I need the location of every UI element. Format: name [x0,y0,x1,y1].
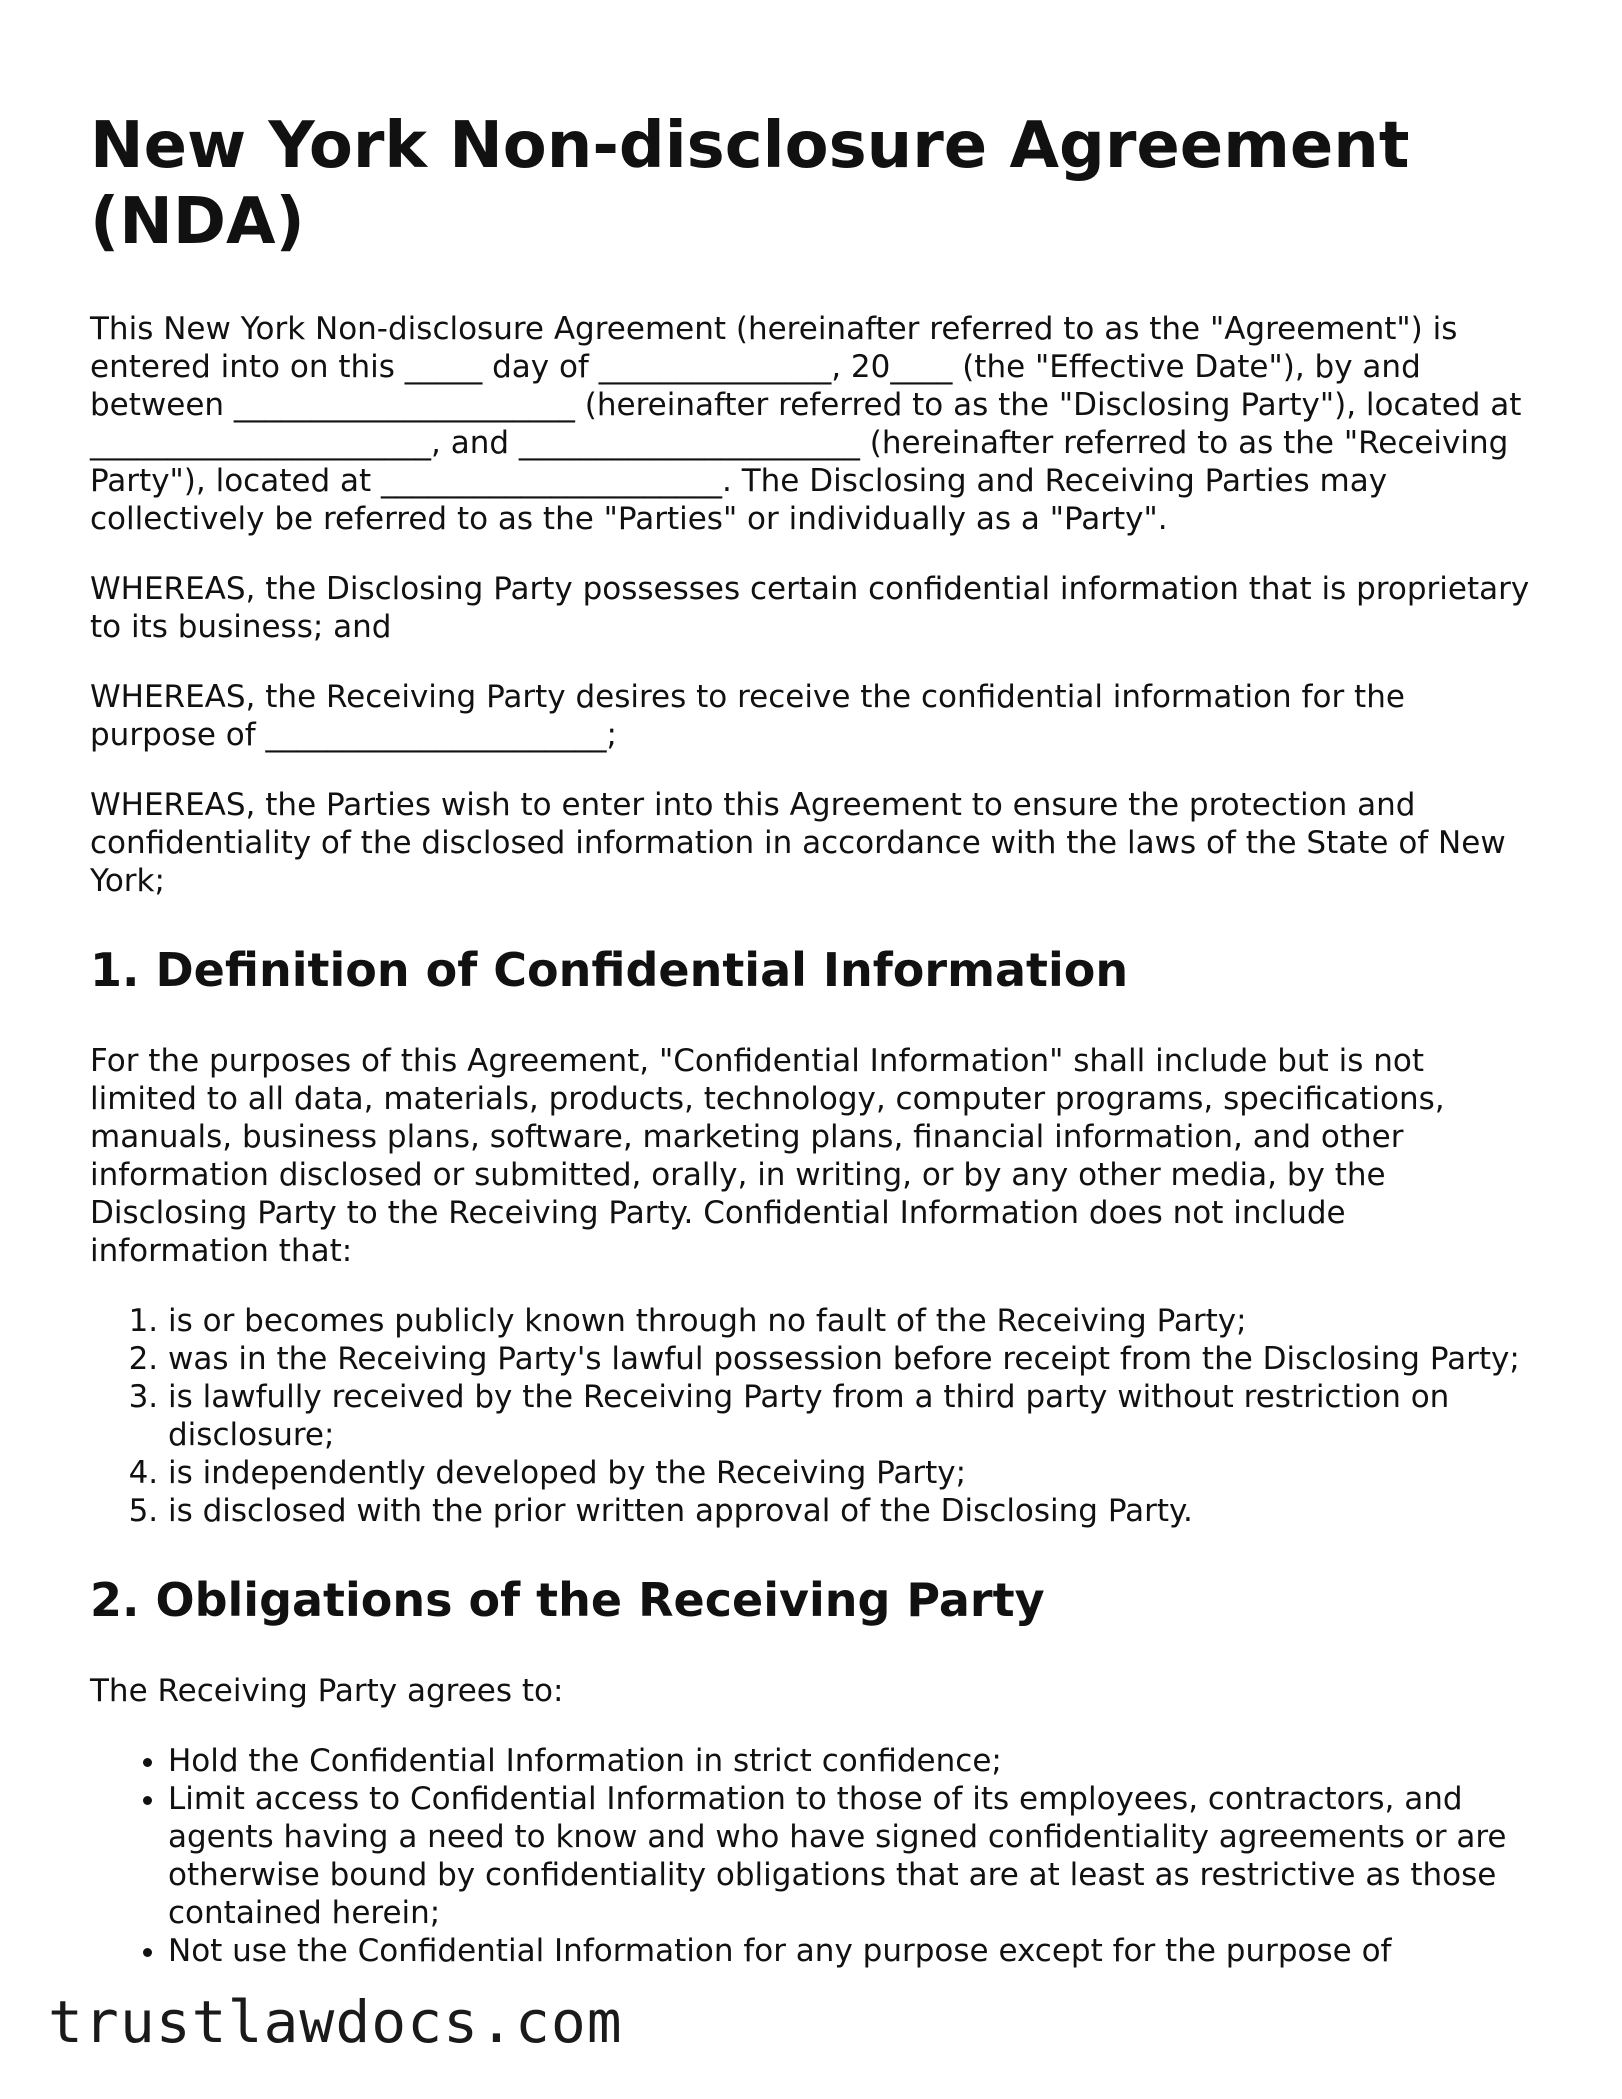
list-item: 1. is or becomes publicly known through no fault of the Receiving Party; [168,1302,1530,1340]
whereas-clause-1: WHEREAS, the Disclosing Party possesses certain confidential information that is proprietary to its business; and [90,571,1530,645]
list-item: 2. was in the Receiving Party's lawful possession before receipt from the Disclosing Party; [168,1340,1530,1378]
document-page [90,108,1530,2004]
list-item: • Limit access to Confidential Information to those of its employees, contractors, and agents having a need to know and who have signed confidentiality agreements or are otherwise bound by confidentiality obligations that are at least as restrictive as those contained herein; [168,1780,1530,1932]
exclusions-list [90,1302,1530,1530]
whereas-clause-2: WHEREAS, the Receiving Party desires to receive the confidential information for the purpose of ______________________; [90,679,1405,753]
list-item: 4. is independently developed by the Receiving Party; [168,1454,1530,1492]
intro-paragraph: This New York Non-disclosure Agreement (hereinafter referred to as the "Agreement") is entered into on this _____ day of _______________, 20____ (the "Effective Date"), by and between ______________________ (hereinafter referred to as the "Disclosing Party"), located at ______________________, and ______________________ (hereinafter referred to as the "Receiving Party"), located at ______________________. The Disclosing and Receiving Parties may collectively be referred to as the "Parties" or individually as a "Party". [90,311,1522,537]
section-2-heading: 2. Obligations of the Receiving Party [90,1573,1045,1627]
section-2-body: The Receiving Party agrees to: [90,1673,564,1709]
list-item: • Not use the Confidential Information for any purpose except for the purpose of [168,1932,1530,1970]
section-1-heading: 1. Definition of Confidential Information [90,943,1129,997]
document-title: New York Non-disclosure Agreement (NDA) [90,109,1410,259]
whereas-clause-3: WHEREAS, the Parties wish to enter into this Agreement to ensure the protection and confidentiality of the disclosed information in accordance with the laws of the State of New York; [90,787,1506,899]
obligations-list [90,1742,1530,1970]
list-item: 3. is lawfully received by the Receiving Party from a third party without restriction on disclosure; [168,1378,1530,1454]
section-1-body: For the purposes of this Agreement, "Confidential Information" shall include but is not limited to all data, materials, products, technology, computer programs, specifications, manuals, business plans, software, marketing plans, financial information, and other information disclosed or submitted, orally, in writing, or by any other media, by the Disclosing Party to the Receiving Party. Confidential Information does not include information that: [90,1043,1445,1269]
list-item: • Hold the Confidential Information in strict confidence; [168,1742,1530,1780]
watermark: trustlawdocs.com [48,1990,633,2054]
list-item: 5. is disclosed with the prior written approval of the Disclosing Party. [168,1492,1530,1530]
